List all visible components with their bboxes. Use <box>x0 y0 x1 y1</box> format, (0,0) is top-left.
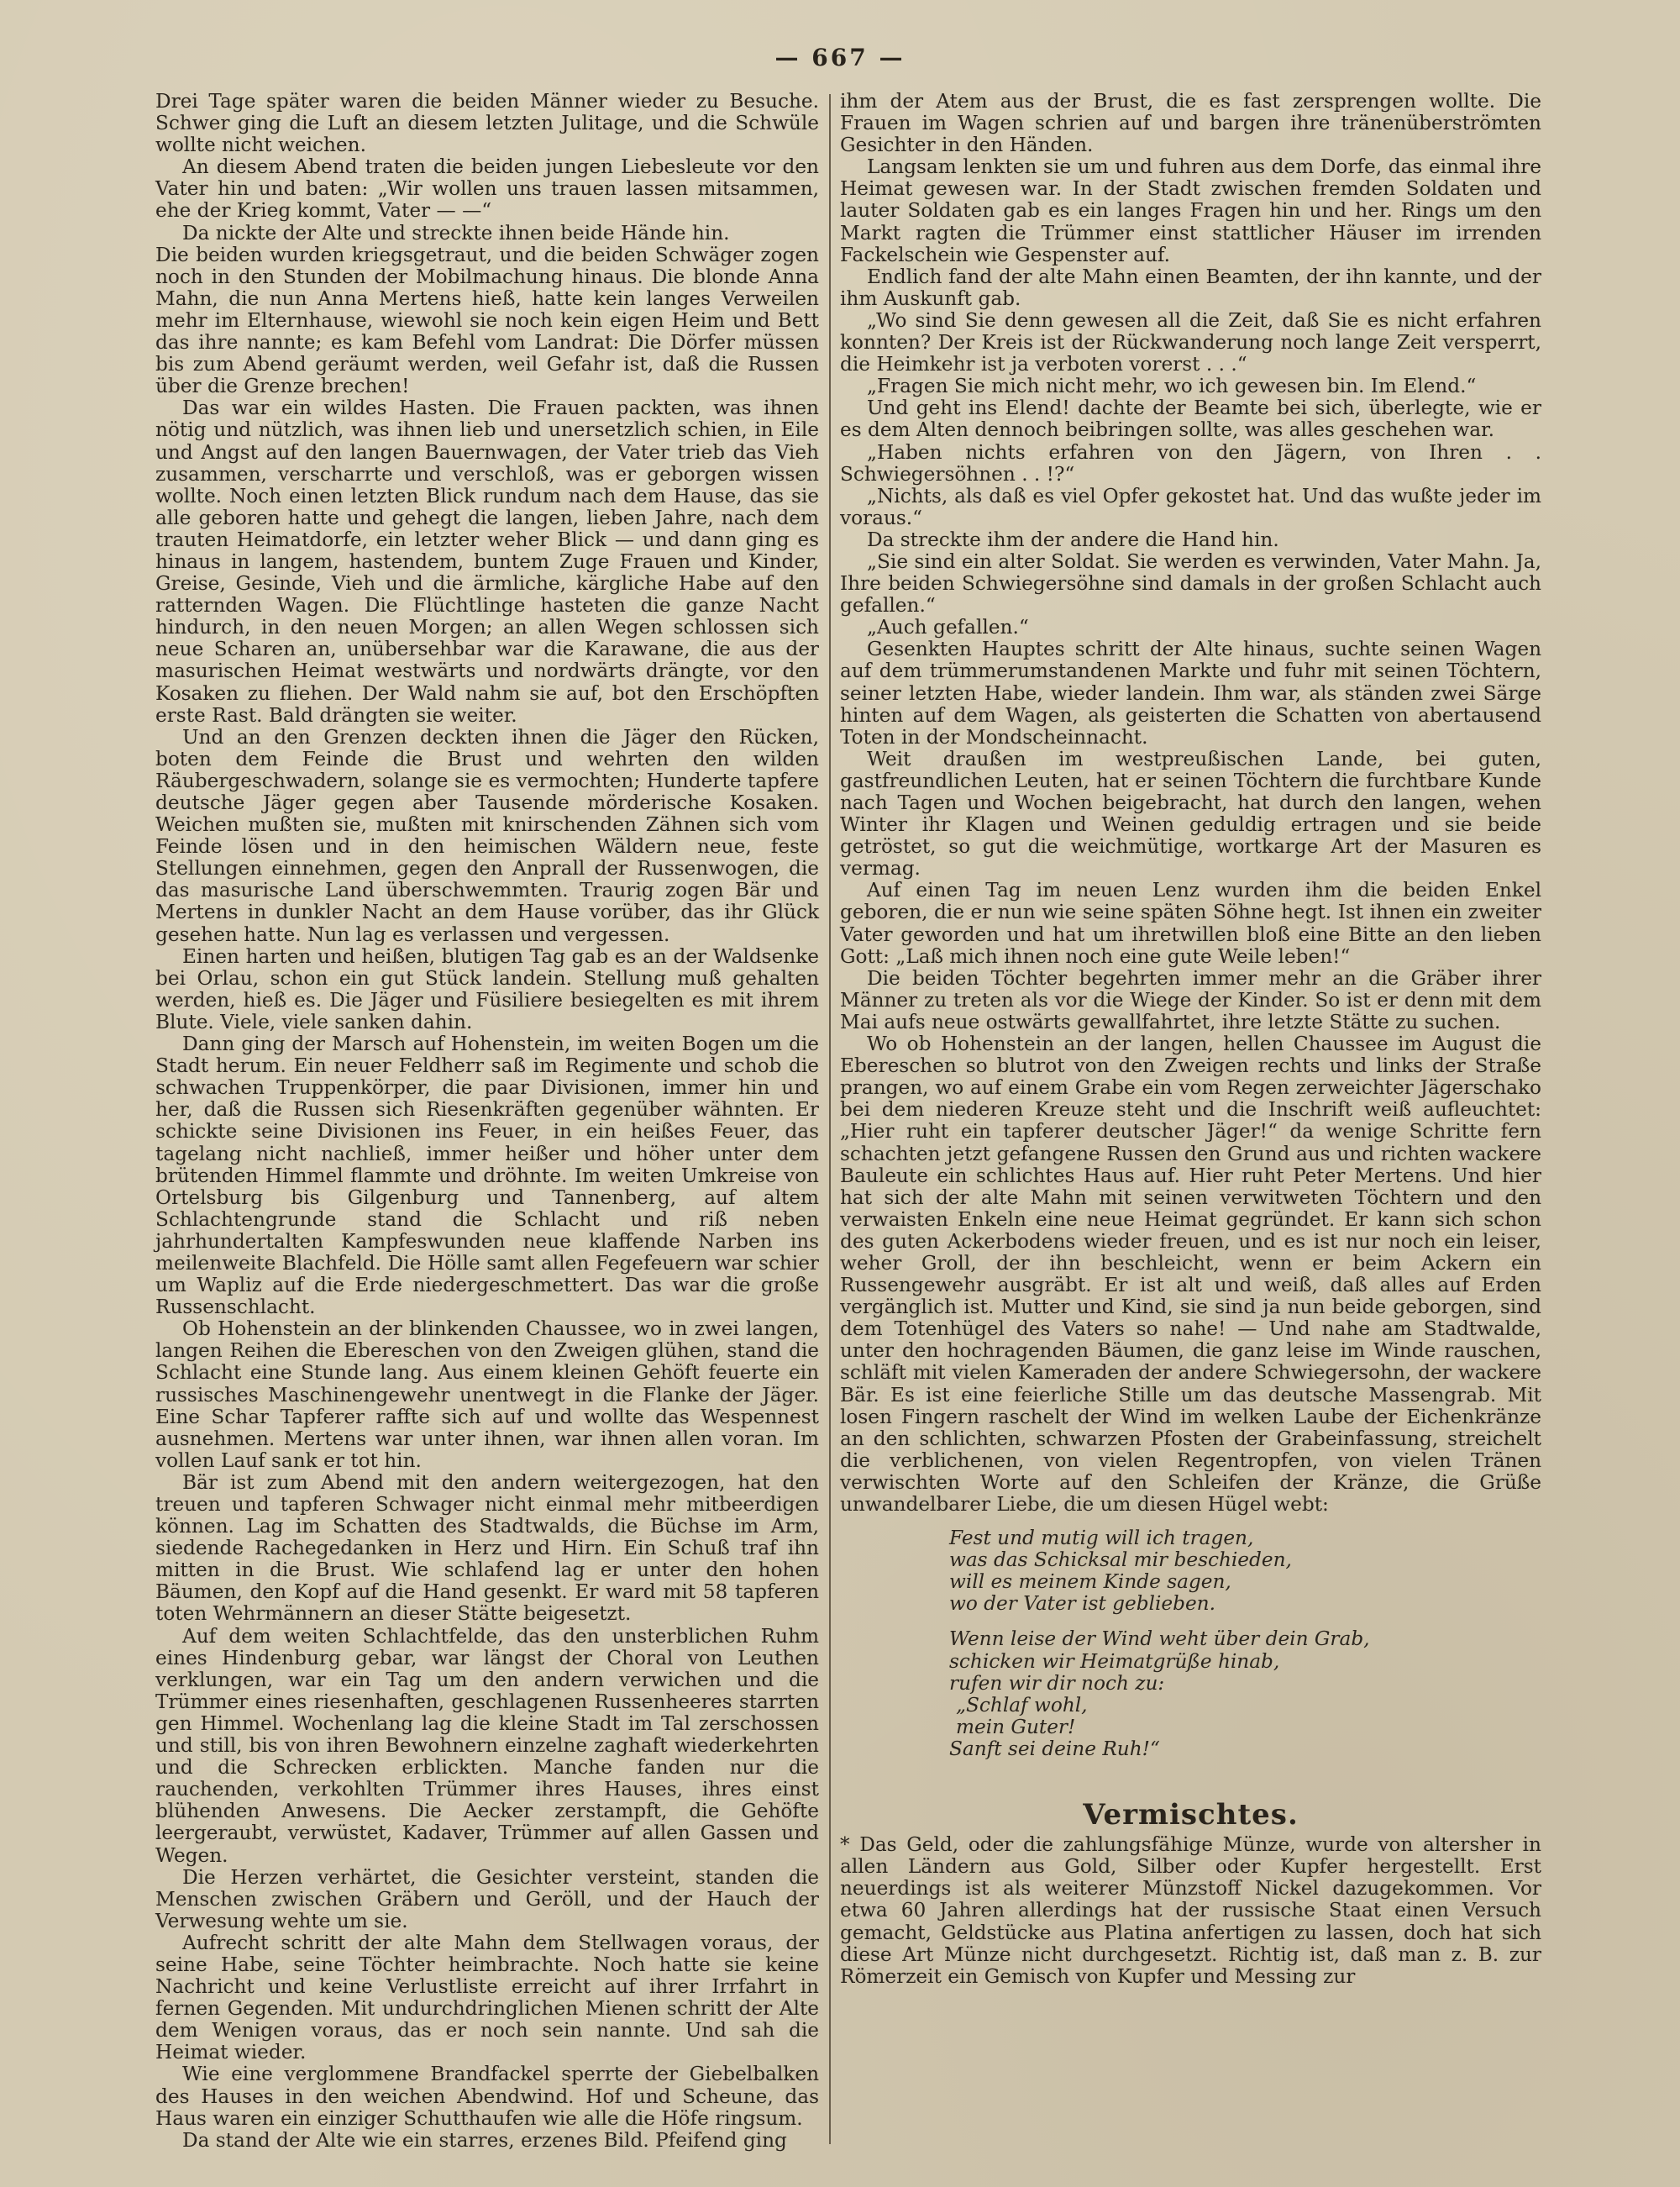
poem-line: Fest und mutig will ich tragen, <box>949 1527 1254 1550</box>
paragraph: Dann ging der Marsch auf Hohenstein, im weiten Bogen um die Stadt herum. Ein neuer Feldherr saß im Regimente und schob die schwachen Truppenkörper, die paar Divisionen, immer hin und her, daß die Russen sich Riesenkräften gegenüber wähnten. Er schickte seine Divisionen ins Feuer, in ein heißes Feuer, das tagelang nicht nachließ, immer heißer und höher unter dem brütenden Himmel flammte und dröhnte. Im weiten Umkreise von Ortelsburg bis Gilgenburg und Tannenberg, auf altem Schlachtengrunde stand die Schlacht und riß neben jahrhundertalten Kampfeswunden neue klaffende Narben ins meilenweite Blachfeld. Die Hölle samt allen Fegefeuern war schier um Wapliz auf die Erde niedergeschmettert. Das war die große Russenschlacht. <box>155 1033 819 1319</box>
left-column <box>155 91 819 2152</box>
paragraph: „Auch gefallen.“ <box>867 616 1029 639</box>
paragraph: Die beiden Töchter begehrten immer mehr an die Gräber ihrer Männer zu treten als vor die Wiege der Kinder. So ist er denn mit dem Mai aufs neue ostwärts gewallfahrtet, ihre letzte Stätte zu suchen. <box>840 966 1541 1033</box>
poem-line: rufen wir dir noch zu: <box>949 1671 1165 1695</box>
paragraph: Endlich fand der alte Mahn einen Beamten, der ihn kannte, und der ihm Auskunft gab. <box>840 265 1541 310</box>
poem-line: „Schlaf wohl, <box>956 1693 1088 1716</box>
paragraph: „Sie sind ein alter Soldat. Sie werden es verwinden, Vater Mahn. Ja, Ihre beiden Schwiegersöhne sind damals in der großen Schlacht auch gefallen.“ <box>840 549 1541 618</box>
paragraph: Die beiden wurden kriegsgetraut, und die beiden Schwäger zogen noch in den Stunden der Mobilmachung hinaus. Die blonde Anna Mahn, die nun Anna Mertens hieß, hatte kein langes Verweilen mehr im Elternhause, wiewohl sie noch kein eigen Heim und Bett das ihre nannte; es kam Befehl vom Landrat: Die Dörfer müssen bis zum Abend geräumt werden, weil Gefahr ist, daß die Russen über die Grenze brechen! <box>155 243 819 398</box>
paragraph: Wo ob Hohenstein an der langen, hellen Chaussee im August die Ebereschen so blutrot von den Zweigen rechts und links der Straße prangen, wo auf einem Grabe ein vom Regen zerweichter Jägerschako bei dem niederen Kreuze steht und die Inschrift weiß aufleuchtet: „Hier ruht ein tapferer deutscher Jäger!“ da wenige Schritte fern schachten jetzt gefangene Russen den Grund aus und richten wackere Bauleute ein schlichtes Haus auf. Hier ruht Peter Mertens. Und hier hat sich der alte Mahn mit seinen verwitweten Töchtern und den verwaisten Enkeln eine neue Heimat gegründet. Er kann sich schon des guten Ackerbodens wieder freuen, und es ist nur noch ein leiser, weher Groll, der ihn beschleicht, wenn er beim Ackern ein Russengewehr ausgräbt. Er ist alt und weiß, daß alles auf Erden vergänglich ist. Mutter und Kind, sie sind ja nun beide geborgen, sind dem Totenhügel des Vaters so nahe! — Und nahe am Stadtwalde, unter den hochragenden Bäumen, die ganz leise im Winde rauschen, schläft mit vielen Kameraden der andere Schwiegersohn, der wackere Bär. Es ist eine feierliche Stille um das deutsche Massengrab. Mit losen Fingern raschelt der Wind im welken Laube der Eichenkränze an den schlichten, schwarzen Pfosten der Grabeinfassung, streichelt die verblichenen, von vielen Regentropfen, von vielen Tränen verwischten Worte auf den Schleifen der Kränze, die Grüße unwandelbarer Liebe, die um diesen Hügel webt: <box>840 1033 1541 1516</box>
paragraph: Da streckte ihm der andere die Hand hin. <box>867 528 1279 551</box>
paragraph: Wie eine verglommene Brandfackel sperrte der Giebelbalken des Hauses in den weichen Abendwind. Hof und Scheune, das Haus waren ein einziger Schutthaufen wie alle die Höfe ringsum. <box>155 2063 819 2130</box>
paragraph: „Haben nichts erfahren von den Jägern, von Ihren . . Schwiegersöhnen . . !?“ <box>840 440 1541 486</box>
paragraph: Gesenkten Hauptes schritt der Alte hinaus, suchte seinen Wagen auf dem trümmerumstandenen Markte und fuhr mit seinen Töchtern, seiner letzten Habe, wieder landein. Ihm war, als ständen zwei Särge hinten auf dem Wagen, als geisterten die Schatten von abertausend Toten in der Mondscheinnacht. <box>840 638 1541 749</box>
section-heading: Vermischtes. <box>1083 1798 1299 1832</box>
paragraph: Aufrecht schritt der alte Mahn dem Stellwagen voraus, der seine Habe, seine Töchter heimbrachte. Noch hatte sie keine Nachricht und keine Verlustliste erreicht auf ihrer Irrfahrt in fernen Gegenden. Mit undurchdringlichen Mienen schritt der Alte dem Wenigen voraus, das er noch sein nannte. Und sah die Heimat wieder. <box>155 1931 819 2064</box>
paragraph: „Fragen Sie mich nicht mehr, wo ich gewesen bin. Im Elend.“ <box>867 375 1477 398</box>
paragraph: Einen harten und heißen, blutigen Tag gab es an der Waldsenke bei Orlau, schon ein gut Stück landein. Stellung muß gehalten werden, hieß es. Die Jäger und Füsiliere besiegelten es mit ihrem Blute. Viele, viele sanken dahin. <box>155 944 819 1033</box>
column-divider <box>829 94 831 2144</box>
paragraph: Das war ein wildes Hasten. Die Frauen packten, was ihnen nötig und nützlich, was ihnen lieb und unersetzlich schien, in Eile und Angst auf den langen Bauernwagen, der Vater trieb das Vieh zusammen, verscharrte und verschloß, was er geborgen wissen wollte. Noch einen letzten Blick rundum nach dem Hause, das sie alle geboren hatte und gehegt die langen, lieben Jahre, nach dem trauten Heimatdorfe, ein letzter weher Blick — und dann ging es hinaus in langem, hastendem, buntem Zuge Frauen und Kinder, Greise, Gesinde, Vieh und die ärmliche, kärgliche Habe auf den ratternden Wagen. Die Flüchtlinge hasteten die ganze Nacht hindurch, in den neuen Morgen; an allen Wegen schlossen sich neue Scharen an, unübersehbar war die Karawane, die aus der masurischen Heimat westwärts und nordwärts drängte, vor den Kosaken zu fliehen. Der Wald nahm sie auf, bot den Erschöpften erste Rast. Bald drängten sie weiter. <box>155 397 819 727</box>
paragraph: ihm der Atem aus der Brust, die es fast zersprengen wollte. Die Frauen im Wagen schrien auf und bargen ihre tränenüberströmten Gesichter in den Händen. <box>840 90 1541 157</box>
paragraph: Bär ist zum Abend mit den andern weitergezogen, hat den treuen und tapferen Schwager nicht einmal mehr mitbeerdigen können. Lag im Schatten des Stadtwalds, die Büchse im Arm, siedende Rachegedanken in Herz und Hirn. Ein Schuß traf ihn mitten in die Brust. Wie schlafend lag er unter den hohen Bäumen, den Kopf auf die Hand gesenkt. Er ward mit 58 tapferen toten Wehrmännern an dieser Stätte beigesetzt. <box>155 1470 819 1626</box>
paragraph: Auf einen Tag im neuen Lenz wurden ihm die beiden Enkel geboren, die er nun wie seine späten Söhne hegt. Ist ihnen ein zweiter Vater geworden und hat um ihretwillen bloß eine Bitte an den lieben Gott: „Laß mich ihnen noch eine gute Weile leben!“ <box>840 879 1541 968</box>
paragraph: Da nickte der Alte und streckte ihnen beide Hände hin. <box>182 221 730 244</box>
page-number: — 667 — <box>774 44 906 71</box>
paragraph: An diesem Abend traten die beiden jungen Liebesleute vor den Vater hin und baten: „Wir wollen uns trauen lassen mitsammen, ehe der Krieg kommt, Vater — —“ <box>155 155 819 223</box>
poem-stanza <box>949 1628 1541 1760</box>
paragraph: * Das Geld, oder die zahlungsfähige Münze, wurde von altersher in allen Ländern aus Gold, Silber oder Kupfer hergestellt. Erst neuerdings ist als weiterer Münzstoff Nickel dazugekommen. Vor etwa 60 Jahren allerdings hat der russische Staat einen Versuch gemacht, Geldstücke aus Platina anfertigen zu lassen, doch hat sich diese Art Münze nicht durchgesetzt. Richtig ist, daß man z. B. zur Römerzeit ein Gemisch von Kupfer und Messing zur <box>840 1833 1541 1988</box>
poem-stanza <box>949 1527 1541 1615</box>
poem-line: wo der Vater ist geblieben. <box>949 1592 1215 1616</box>
paragraph: Drei Tage später waren die beiden Männer wieder zu Besuche. Schwer ging die Luft an diesem letzten Julitage, und die Schwüle wollte nicht weichen. <box>155 90 819 157</box>
poem <box>949 1527 1541 1760</box>
paragraph: „Wo sind Sie denn gewesen all die Zeit, daß Sie es nicht erfahren konnten? Der Kreis ist der Rückwanderung noch lange Zeit versperrt, die Heimkehr ist ja verboten vorerst . . .“ <box>840 308 1541 376</box>
poem-line: schicken wir Heimatgrüße hinab, <box>949 1649 1280 1673</box>
paragraph: Da stand der Alte wie ein starres, erzenes Bild. Pfeifend ging <box>182 2128 787 2152</box>
paragraph: Ob Hohenstein an der blinkenden Chaussee, wo in zwei langen, langen Reihen die Ebereschen von den Zweigen glühen, stand die Schlacht eine Stunde lang. Aus einem kleinen Gehöft feuerte ein russisches Maschinengewehr unentwegt in die Flanke der Jäger. Eine Schar Tapferer raffte sich auf und wollte das Wespennest ausnehmen. Mertens war unter ihnen, war ihnen allen voran. Im vollen Lauf sank er tot hin. <box>155 1317 819 1472</box>
paragraph: Die Herzen verhärtet, die Gesichter versteint, standen die Menschen zwischen Gräbern und Geröll, und der Hauch der Verwesung wehte um sie. <box>155 1865 819 1932</box>
poem-line: Sanft sei deine Ruh!“ <box>949 1737 1160 1760</box>
poem-line: was das Schicksal mir beschieden, <box>949 1548 1292 1572</box>
paragraph: Und an den Grenzen deckten ihnen die Jäger den Rücken, boten dem Feinde die Brust und wehrten den wilden Räubergeschwadern, solange sie es vermochten; Hunderte tapfere deutsche Jäger gegen aber Tausende mörderische Kosaken. Weichen mußten sie, mußten mit knirschenden Zähnen sich vom Feinde lösen und in den heimischen Wäldern neue, feste Stellungen einnehmen, gegen den Anprall der Russenwogen, die das masurische Land überschwemmten. Traurig zogen Bär und Mertens in dunkler Nacht an dem Hause vorüber, das ihr Glück gesehen hatte. Nun lag es verlassen und vergessen. <box>155 725 819 946</box>
poem-line: mein Guter! <box>956 1715 1076 1738</box>
paragraph: Langsam lenkten sie um und fuhren aus dem Dorfe, das einmal ihre Heimat gewesen war. In der Stadt zwischen fremden Soldaten und lauter Soldaten gab es ein langes Fragen hin und her. Rings um den Markt ragten die Trümmer einst stattlicher Häuser im irrenden Fackelschein wie Gespenster auf. <box>840 155 1541 266</box>
right-column <box>840 91 1541 1988</box>
paragraph: Und geht ins Elend! dachte der Beamte bei sich, überlegte, wie er es dem Alten dennoch beibringen sollte, was alles geschehen war. <box>840 397 1541 442</box>
paragraph: „Nichts, als daß es viel Opfer gekostet hat. Und das wußte jeder im voraus.“ <box>840 484 1541 529</box>
paragraph: Weit draußen im westpreußischen Lande, bei guten, gastfreundlichen Leuten, hat er seinen Töchtern die furchtbare Kunde nach Tagen und Wochen beigebracht, hat durch den langen, wehen Winter ihr Klagen und Weinen geduldig ertragen und sie beide getröstet, so gut die weichmütige, wortkarge Art der Masuren es vermag. <box>840 747 1541 881</box>
poem-line: Wenn leise der Wind weht über dein Grab, <box>949 1627 1370 1651</box>
poem-line: will es meinem Kinde sagen, <box>949 1570 1231 1594</box>
paragraph: Auf dem weiten Schlachtfelde, das den unsterblichen Ruhm eines Hindenburg gebar, war längst der Choral von Leuthen verklungen, war ein Tag um den andern verwichen und die Trümmer eines riesenhaften, geschlagenen Russenheeres starrten gen Himmel. Wochenlang lag die kleine Stadt im Tal zerschossen und still, bis von ihren Bewohnern einzelne zaghaft wiederkehrten und die Schrecken erblickten. Manche fanden nur die rauchenden, verkohlten Trümmer ihres Hauses, ihres einst blühenden Anwesens. Die Aecker zerstampft, die Gehöfte leergeraubt, verwüstet, Kadaver, Trümmer auf allen Gassen und Wegen. <box>155 1624 819 1867</box>
